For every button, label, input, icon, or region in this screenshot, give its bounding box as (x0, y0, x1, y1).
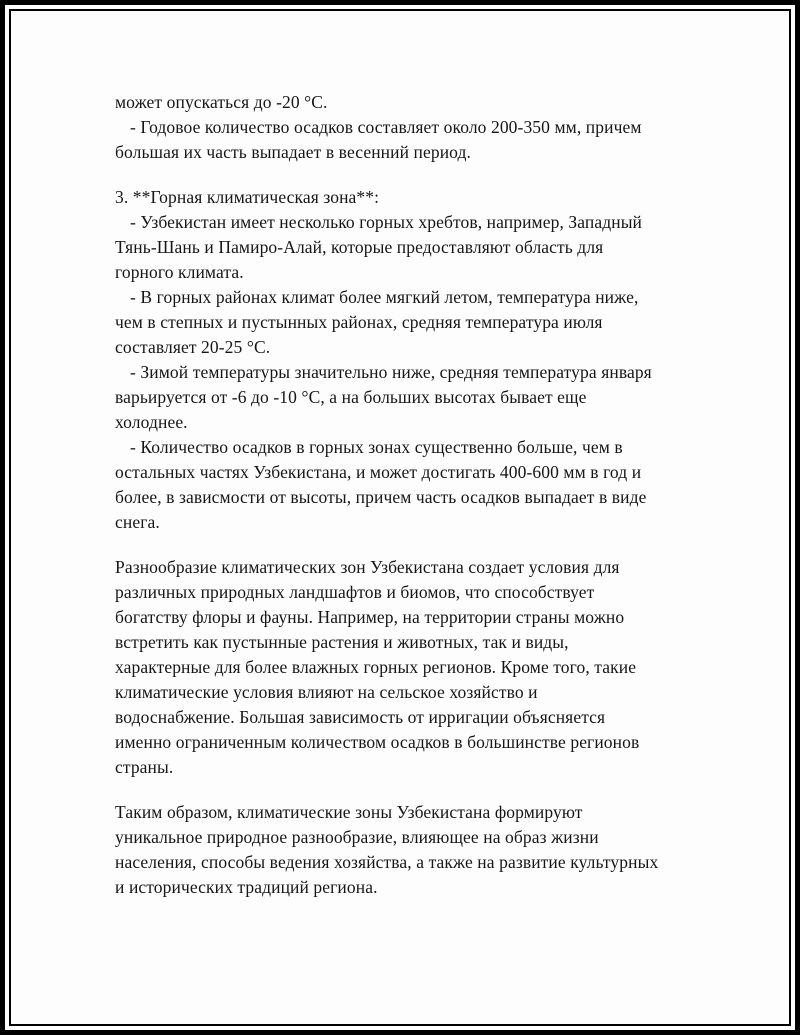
document-text (115, 90, 715, 900)
text-line: - Зимой температуры значительно ниже, средняя температура января (130, 362, 652, 382)
text-line: Разнообразие климатических зон Узбекистана создает условия для (115, 557, 620, 577)
paragraph-block (115, 185, 715, 535)
text-line: встретить как пустынные растения и животных, так и виды, (115, 632, 569, 652)
text-line: и исторических традиций региона. (115, 877, 378, 897)
text-line: варьируется от -6 до -10 °C, а на больших высотах бывает еще (115, 387, 587, 407)
text-line: климатические условия влияют на сельское хозяйство и (115, 682, 538, 702)
text-line: холоднее. (115, 412, 188, 432)
text-line: Тянь-Шань и Памиро-Алай, которые предоставляют область для (115, 237, 604, 257)
text-line: - Количество осадков в горных зонах существенно больше, чем в (130, 437, 623, 457)
text-line: страны. (115, 757, 174, 777)
text-line: может опускаться до -20 °C. (115, 92, 328, 112)
text-line: богатству флоры и фауны. Например, на территории страны можно (115, 607, 625, 627)
text-line: остальных частях Узбекистана, и может достигать 400-600 мм в год и (115, 462, 642, 482)
text-line: характерные для более влажных горных регионов. Кроме того, такие (115, 657, 637, 677)
text-line: - Узбекистан имеет несколько горных хребтов, например, Западный (130, 212, 643, 232)
text-line: 3. **Горная климатическая зона**: (115, 187, 380, 207)
text-line: населения, способы ведения хозяйства, а также на развитие культурных (115, 852, 659, 872)
text-line: снега. (115, 512, 160, 532)
text-line: более, в зависмости от высоты, причем часть осадков выпадает в виде (115, 487, 647, 507)
text-line: большая их часть выпадает в весенний период. (115, 142, 472, 162)
text-line: водоснабжение. Большая зависимость от ирригации объясняется (115, 707, 606, 727)
text-line: различных природных ландшафтов и биомов, что способствует (115, 582, 595, 602)
text-line: составляет 20-25 °C. (115, 337, 271, 357)
text-line: уникальное природное разнообразие, влияющее на образ жизни (115, 827, 599, 847)
paragraph-block (115, 90, 715, 165)
text-line: Таким образом, климатические зоны Узбекистана формируют (115, 802, 583, 822)
text-line: - Годовое количество осадков составляет около 200-350 мм, причем (130, 117, 642, 137)
text-line: горного климата. (115, 262, 244, 282)
text-line: именно ограниченным количеством осадков в большинстве регионов (115, 732, 640, 752)
text-line: - В горных районах климат более мягкий летом, температура ниже, (130, 287, 639, 307)
paragraph-block (115, 555, 715, 780)
text-line: чем в степных и пустынных районах, средняя температура июля (115, 312, 603, 332)
paragraph-block (115, 800, 715, 900)
